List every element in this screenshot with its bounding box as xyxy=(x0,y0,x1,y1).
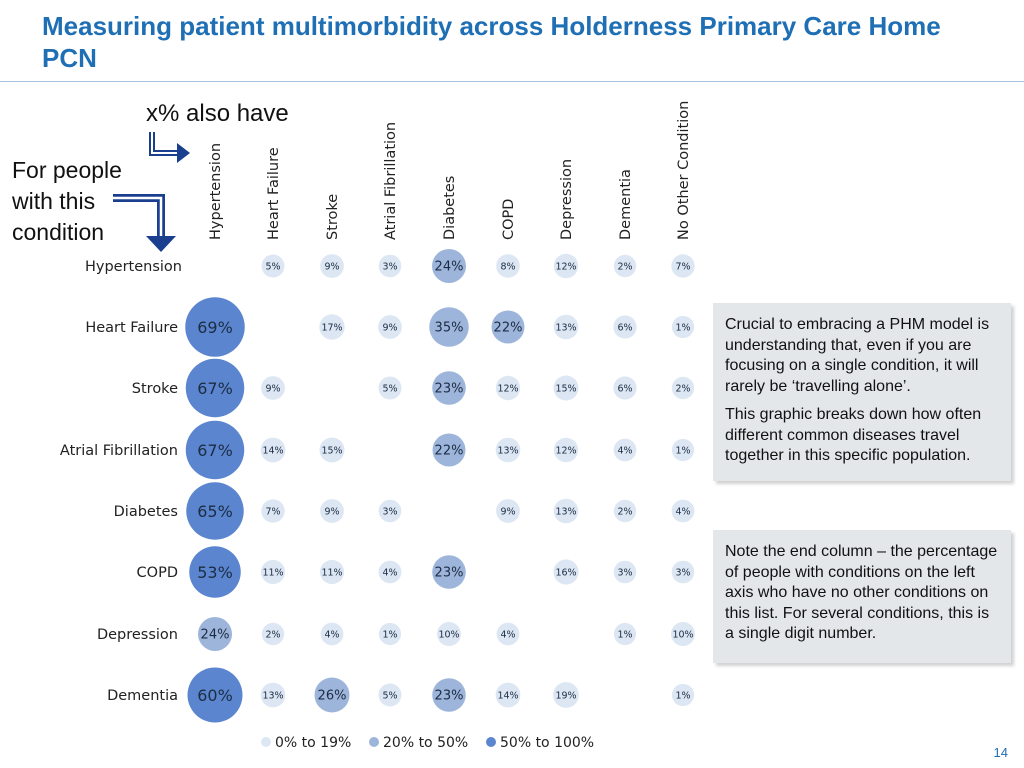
bubble-value: 15% xyxy=(555,383,577,395)
bubble-stroke-heart-failure xyxy=(261,376,285,400)
bubble-value: 1% xyxy=(617,629,633,641)
bubble-heart-failure-stroke xyxy=(319,314,344,339)
bubble-value: 9% xyxy=(324,506,340,518)
bubble-diabetes-copd xyxy=(496,499,520,523)
bubble-value: 23% xyxy=(434,381,464,397)
bubble-copd-heart-failure xyxy=(261,560,285,584)
bubble-atrial-fibrillation-no-other-condition xyxy=(672,439,694,461)
bubble-depression-hypertension xyxy=(198,617,232,651)
bubble-diabetes-hypertension xyxy=(186,482,244,540)
note-text-2: This graphic breaks down how often different common diseases travel together in this specific population. xyxy=(725,406,982,464)
bubble-value: 5% xyxy=(382,383,398,395)
bubble-value: 1% xyxy=(675,322,691,334)
bubble-value: 12% xyxy=(555,261,577,273)
bubble-value: 11% xyxy=(321,567,343,579)
note-text-1: Crucial to embracing a PHM model is understanding that, even if you are focusing on a single condition, it will rarely be ‘travelling alone’. xyxy=(725,316,990,395)
bubble-value: 13% xyxy=(555,506,577,518)
legend-item-3 xyxy=(486,735,594,751)
bubble-dementia-no-other-condition xyxy=(672,684,694,706)
bubble-value: 7% xyxy=(675,261,691,273)
bubble-value: 10% xyxy=(438,629,460,641)
bubble-value: 13% xyxy=(555,322,577,334)
bubble-value: 9% xyxy=(500,506,516,518)
bubble-value: 14% xyxy=(497,690,519,702)
row-label-heart-failure: Heart Failure xyxy=(85,320,178,336)
bubble-value: 1% xyxy=(675,445,691,457)
bubble-value: 2% xyxy=(675,383,691,395)
bubble-hypertension-dementia xyxy=(614,255,636,277)
bubble-value: 10% xyxy=(672,629,694,641)
bubble-stroke-copd xyxy=(496,376,520,400)
bubble-value: 9% xyxy=(324,261,340,273)
bubble-copd-depression xyxy=(553,559,578,584)
page-title: Measuring patient multimorbidity across Holderness Primary Care Home PCN xyxy=(42,11,941,73)
bubble-value: 4% xyxy=(500,629,516,641)
bubble-value: 2% xyxy=(265,629,281,641)
bubble-depression-atrial-fibrillation xyxy=(379,623,401,645)
bubble-value: 2% xyxy=(617,261,633,273)
bubble-diabetes-depression xyxy=(554,499,579,524)
bubble-value: 65% xyxy=(197,501,233,521)
legend xyxy=(261,735,594,751)
bubble-hypertension-stroke xyxy=(320,254,344,278)
note-box-phm xyxy=(713,303,1011,481)
bubbles xyxy=(185,249,695,723)
bubble-diabetes-dementia xyxy=(614,500,636,522)
bubble-value: 16% xyxy=(555,567,577,579)
bubble-value: 67% xyxy=(197,440,233,460)
bubble-value: 13% xyxy=(262,690,284,702)
bubble-value: 2% xyxy=(617,506,633,518)
bubble-copd-atrial-fibrillation xyxy=(379,561,402,584)
bubble-hypertension-heart-failure xyxy=(262,255,285,278)
guide-for-people: For people with this condition xyxy=(12,157,122,245)
bubble-heart-failure-diabetes xyxy=(429,307,469,347)
note-box-end-column xyxy=(713,530,1011,663)
bubble-value: 23% xyxy=(434,688,464,704)
bubble-value: 4% xyxy=(382,567,398,579)
bubble-dementia-depression xyxy=(553,682,579,708)
bubble-value: 11% xyxy=(262,567,284,579)
bubble-depression-copd xyxy=(497,623,520,646)
bubble-diabetes-stroke xyxy=(320,499,344,523)
bubble-value: 23% xyxy=(434,565,464,581)
bubble-dementia-diabetes xyxy=(432,678,466,712)
bubble-value: 12% xyxy=(555,445,577,457)
column-label-hypertension: Hypertension xyxy=(208,142,224,240)
guide-also-have: x% also have xyxy=(146,100,289,127)
bubble-heart-failure-copd xyxy=(492,311,525,344)
legend-label: 50% to 100% xyxy=(500,735,595,751)
bubble-value: 3% xyxy=(617,567,633,579)
bubble-atrial-fibrillation-depression xyxy=(554,438,578,462)
bubble-value: 69% xyxy=(197,317,233,337)
bubble-value: 22% xyxy=(493,320,523,336)
legend-dot xyxy=(486,737,496,747)
arrow-right-icon xyxy=(152,132,190,163)
row-label-dementia: Dementia xyxy=(107,688,178,704)
bubble-hypertension-diabetes xyxy=(432,249,466,283)
row-label-stroke: Stroke xyxy=(131,381,178,397)
row-label-diabetes: Diabetes xyxy=(113,504,178,520)
row-label-depression: Depression xyxy=(96,627,178,643)
bubble-value: 5% xyxy=(265,261,281,273)
row-label-hypertension: Hypertension xyxy=(84,259,182,275)
column-label-diabetes: Diabetes xyxy=(442,175,458,240)
bubble-value: 9% xyxy=(265,383,281,395)
bubble-value: 3% xyxy=(382,506,398,518)
bubble-dementia-hypertension xyxy=(188,668,243,723)
column-label-dementia: Dementia xyxy=(618,169,634,240)
bubble-dementia-stroke xyxy=(315,678,350,713)
bubble-heart-failure-hypertension xyxy=(185,297,245,357)
bubble-copd-diabetes xyxy=(432,555,466,589)
row-labels xyxy=(60,259,182,704)
bubble-copd-hypertension xyxy=(189,546,241,598)
bubble-diabetes-heart-failure xyxy=(261,499,284,522)
bubble-value: 4% xyxy=(617,445,633,457)
bubble-heart-failure-no-other-condition xyxy=(672,316,694,338)
bubble-hypertension-atrial-fibrillation xyxy=(379,255,402,278)
column-label-copd: COPD xyxy=(501,198,517,240)
bubble-stroke-depression xyxy=(554,376,579,401)
bubble-heart-failure-depression xyxy=(554,315,579,340)
bubble-dementia-copd xyxy=(496,683,521,708)
bubble-copd-no-other-condition xyxy=(672,561,695,584)
bubble-copd-stroke xyxy=(320,560,344,584)
bubble-dementia-heart-failure xyxy=(261,683,286,708)
bubble-value: 13% xyxy=(497,445,519,457)
bubble-stroke-no-other-condition xyxy=(672,377,694,399)
bubble-value: 26% xyxy=(317,688,347,704)
bubble-heart-failure-dementia xyxy=(613,315,636,338)
bubble-diabetes-atrial-fibrillation xyxy=(379,500,402,523)
bubble-stroke-dementia xyxy=(613,376,636,399)
bubble-value: 24% xyxy=(200,627,230,643)
bubble-value: 60% xyxy=(197,685,233,705)
bubble-depression-diabetes xyxy=(437,622,461,646)
bubble-value: 19% xyxy=(555,690,577,702)
bubble-value: 4% xyxy=(324,629,340,641)
bubble-atrial-fibrillation-heart-failure xyxy=(261,438,286,463)
column-label-no-other-condition: No Other Condition xyxy=(676,100,692,240)
row-label-copd: COPD xyxy=(136,565,178,581)
bubble-value: 4% xyxy=(675,506,691,518)
bubble-heart-failure-atrial-fibrillation xyxy=(378,315,402,339)
bubble-value: 9% xyxy=(382,322,398,334)
bubble-copd-dementia xyxy=(614,561,637,584)
column-label-depression: Depression xyxy=(559,158,575,240)
bubble-value: 67% xyxy=(197,378,233,398)
bubble-value: 12% xyxy=(497,383,519,395)
bubble-value: 24% xyxy=(434,259,464,275)
column-label-atrial-fibrillation: Atrial Fibrillation xyxy=(383,121,399,240)
bubble-stroke-atrial-fibrillation xyxy=(379,377,402,400)
row-label-atrial-fibrillation: Atrial Fibrillation xyxy=(59,443,178,459)
bubble-depression-stroke xyxy=(321,623,344,646)
legend-item-1 xyxy=(261,735,351,751)
bubble-atrial-fibrillation-stroke xyxy=(320,438,345,463)
bubble-atrial-fibrillation-copd xyxy=(496,438,521,463)
bubble-value: 1% xyxy=(382,629,398,641)
bubble-atrial-fibrillation-diabetes xyxy=(433,434,466,467)
bubble-value: 15% xyxy=(321,445,343,457)
column-label-stroke: Stroke xyxy=(325,193,341,240)
bubble-value: 6% xyxy=(617,383,633,395)
bubble-diabetes-no-other-condition xyxy=(672,500,695,523)
bubble-value: 14% xyxy=(262,445,284,457)
bubble-value: 5% xyxy=(382,690,398,702)
column-label-heart-failure: Heart Failure xyxy=(266,147,282,240)
legend-label: 0% to 19% xyxy=(275,735,352,751)
bubble-value: 7% xyxy=(265,506,281,518)
bubble-depression-heart-failure xyxy=(262,623,284,645)
page-number: 14 xyxy=(993,745,1008,760)
bubble-value: 22% xyxy=(434,443,464,459)
bubble-value: 3% xyxy=(382,261,398,273)
bubble-hypertension-no-other-condition xyxy=(671,254,694,277)
bubble-hypertension-depression xyxy=(554,254,578,278)
bubble-dementia-atrial-fibrillation xyxy=(379,684,402,707)
bubble-value: 3% xyxy=(675,567,691,579)
legend-item-2 xyxy=(369,735,468,751)
bubble-stroke-diabetes xyxy=(432,371,466,405)
note-text-3: Note the end column – the percentage of people with conditions on the left axis who have no other conditions on this list. For several conditions, this is a single digit number. xyxy=(725,543,998,642)
bubble-depression-no-other-condition xyxy=(671,622,695,646)
legend-dot xyxy=(369,737,379,747)
bubble-value: 53% xyxy=(197,562,233,582)
bubble-atrial-fibrillation-dementia xyxy=(614,439,637,462)
bubble-depression-dementia xyxy=(614,623,636,645)
bubble-value: 1% xyxy=(675,690,691,702)
bubble-value: 17% xyxy=(321,322,343,334)
bubble-value: 35% xyxy=(434,320,464,336)
legend-dot xyxy=(261,737,271,747)
legend-label: 20% to 50% xyxy=(383,735,469,751)
bubble-stroke-hypertension xyxy=(186,359,245,418)
bubble-value: 8% xyxy=(500,261,516,273)
bubble-hypertension-copd xyxy=(496,254,520,278)
bubble-value: 6% xyxy=(617,322,633,334)
bubble-atrial-fibrillation-hypertension xyxy=(186,421,245,480)
